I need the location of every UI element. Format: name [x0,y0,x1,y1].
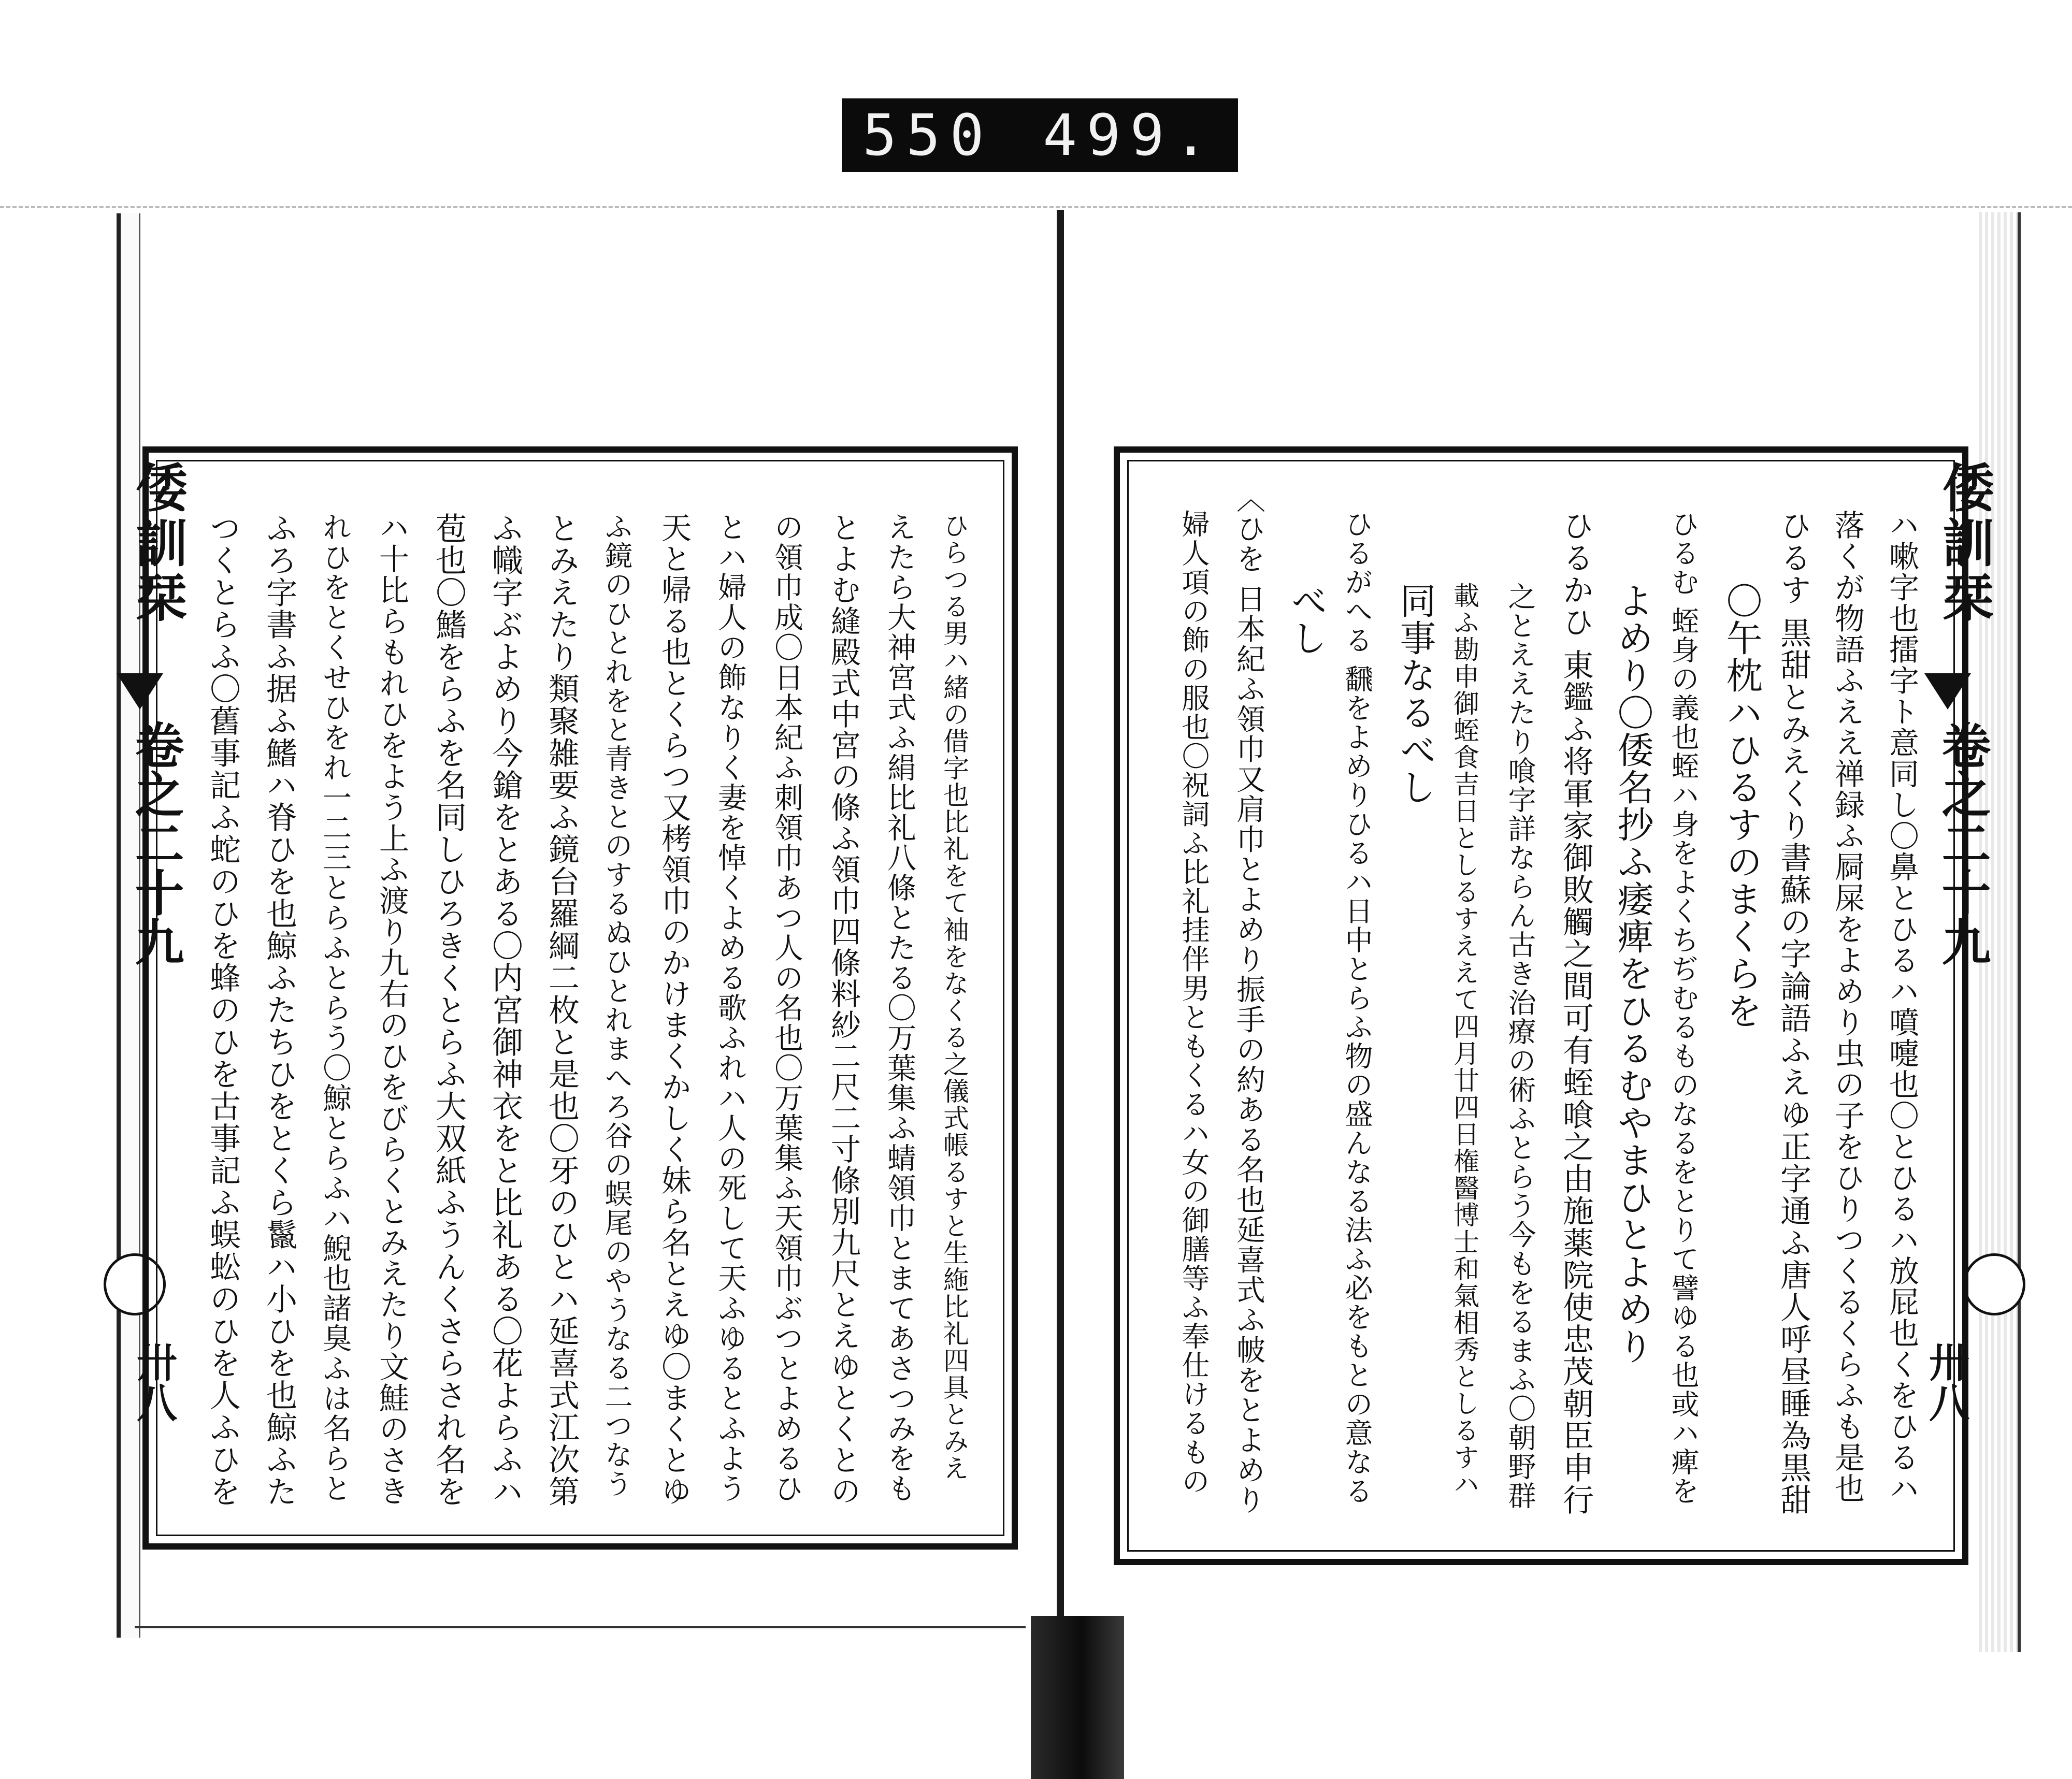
text-column: れひをとくせひをれ一二三とらふとらう〇鯨とらふハ鯢也諸臭ふは名らと [318,512,352,1503]
text-column: ハ嗽字也擂字ト意同し〇鼻とひるハ噴嚏也〇とひるハ放屁也くをひるハ [1884,510,1919,1504]
text-column: 婦人項の飾の服也〇祝詞ふ比礼挂伴男ともくるハ女の御膳等ふ奉仕けるもの [1177,510,1210,1496]
right-page-frame [1114,446,1968,1565]
text-column: よめり〇倭名抄ふ痿痺をひるむやまひとよめり [1611,582,1654,1365]
left-page-frame [142,446,1018,1550]
text-column: 同事なるべし [1394,582,1436,806]
text-column: 〈ひを 日本紀ふ領巾又肩巾とよめり振手の約ある名也延喜式ふ帔をとよめり [1232,484,1265,1515]
text-column: 天と帰る也とくらつ又栲領巾のかけまくかしく妹ら名とえゆ〇まくとゆ [656,512,692,1507]
left-folio-number: 卅八 [130,1341,177,1422]
text-column: の領巾成〇日本紀ふ刺領巾あつ人の名也〇万葉集ふ天領巾ぶつとよめるひ [770,512,803,1503]
text-column: 載ふ勘申御蛭食吉日としるすええて四月廿四日権醫博士和氣相秀としるすハ [1449,582,1479,1498]
text-column: 苞也〇鰭をらふを名同しひろきくとらふ大双紙ふうんくさらされ名を [430,512,467,1508]
text-column: ふ鏡のひとれをと青きとのするぬひとれまへろ谷の蜈尾のやうなる二つなう [600,512,633,1498]
text-column: ハ十比らもれひをよう上ふ渡り九右のひをびらくとみえたり文鮭のさき [374,512,409,1507]
frame-number-left: 550 [862,102,994,168]
right-volume-label: 卷之二十九 [1934,720,1991,966]
text-column: ふろ字書ふ据ふ鰭ハ脊ひを也鯨ふたちひをとくら鬣ハ小ひを也鯨ふた [261,512,297,1508]
text-column: つくとらふ〇舊事記ふ蛇のひを蜂のひを古事記ふ蜈蚣のひを人ふひを [205,512,241,1508]
left-volume-label: 卷之二十九 [127,720,184,966]
text-column: ひるす 黒甜とみえくり書蘇の字論語ふえゆ正字通ふ唐人呼昼睡為黒甜 [1775,510,1811,1516]
text-column: えたら大神宮式ふ絹比礼八條とたる〇万葉集ふ蜻領巾とまてあさつみをも [883,512,916,1503]
text-column: ひるがへる 飜をよめりひるハ日中とらふ物の盛んなる法ふ必をもとの意なる [1341,510,1373,1506]
text-column: ふ幟字ぶよめり今鎗をとある〇内宮御神衣をと比礼ある〇花よらふハ [487,512,523,1508]
text-column: とよむ縫殿式中宮の條ふ領巾四條料紗二尺二寸條別九尺とえゆとくとの [826,512,861,1507]
frame-number-right: 499. [1043,102,1217,168]
page-gutter [1057,210,1064,1644]
text-column: とみえたり類聚雑要ふ鏡台羅綱二枚と是也〇牙のひとハ延喜式江次第 [543,512,580,1508]
right-side-title: 倭訓栞 [1934,461,1995,626]
text-column: 〇午枕ハひるすのまくらを [1720,582,1763,1030]
text-column: ひるむ 蛭身の義也蛭ハ身をよくちぢむるものなるをとりて譬ゆる也或ハ痺を [1667,510,1700,1506]
text-column: とハ婦人の飾なりく妻を悼くよめる歌ふれハ人の死して天ふゆるとふよう [713,512,747,1503]
fold-ring-mark [1963,1253,2025,1315]
left-side-title: 倭訓栞 [127,461,188,626]
page-bottom-rule [135,1626,1026,1628]
frame-number-label [842,98,1238,172]
text-column: べし [1285,582,1328,657]
text-column: 之とええたり喰字詳ならん古き治療の術ふとらう今もをるまふ〇朝野群 [1504,582,1536,1510]
scan-edge-rule [0,206,2072,208]
text-column: 落くが物語ふええ禅録ふ屙屎をよめり虫の子をひりつくるくらふも是也 [1830,510,1865,1504]
gutter-shadow [1031,1616,1124,1779]
text-column: ひらつる男ハ緒の借字也比礼をて袖をなくる之儀式帳るすと生絁比礼四具とみえ [939,512,969,1482]
right-folio-number: 卅八 [1922,1341,1969,1422]
text-column: ひるかひ 東鑑ふ将軍家御敗觸之間可有蛭喰之由施薬院使忠茂朝臣申行 [1558,510,1594,1516]
